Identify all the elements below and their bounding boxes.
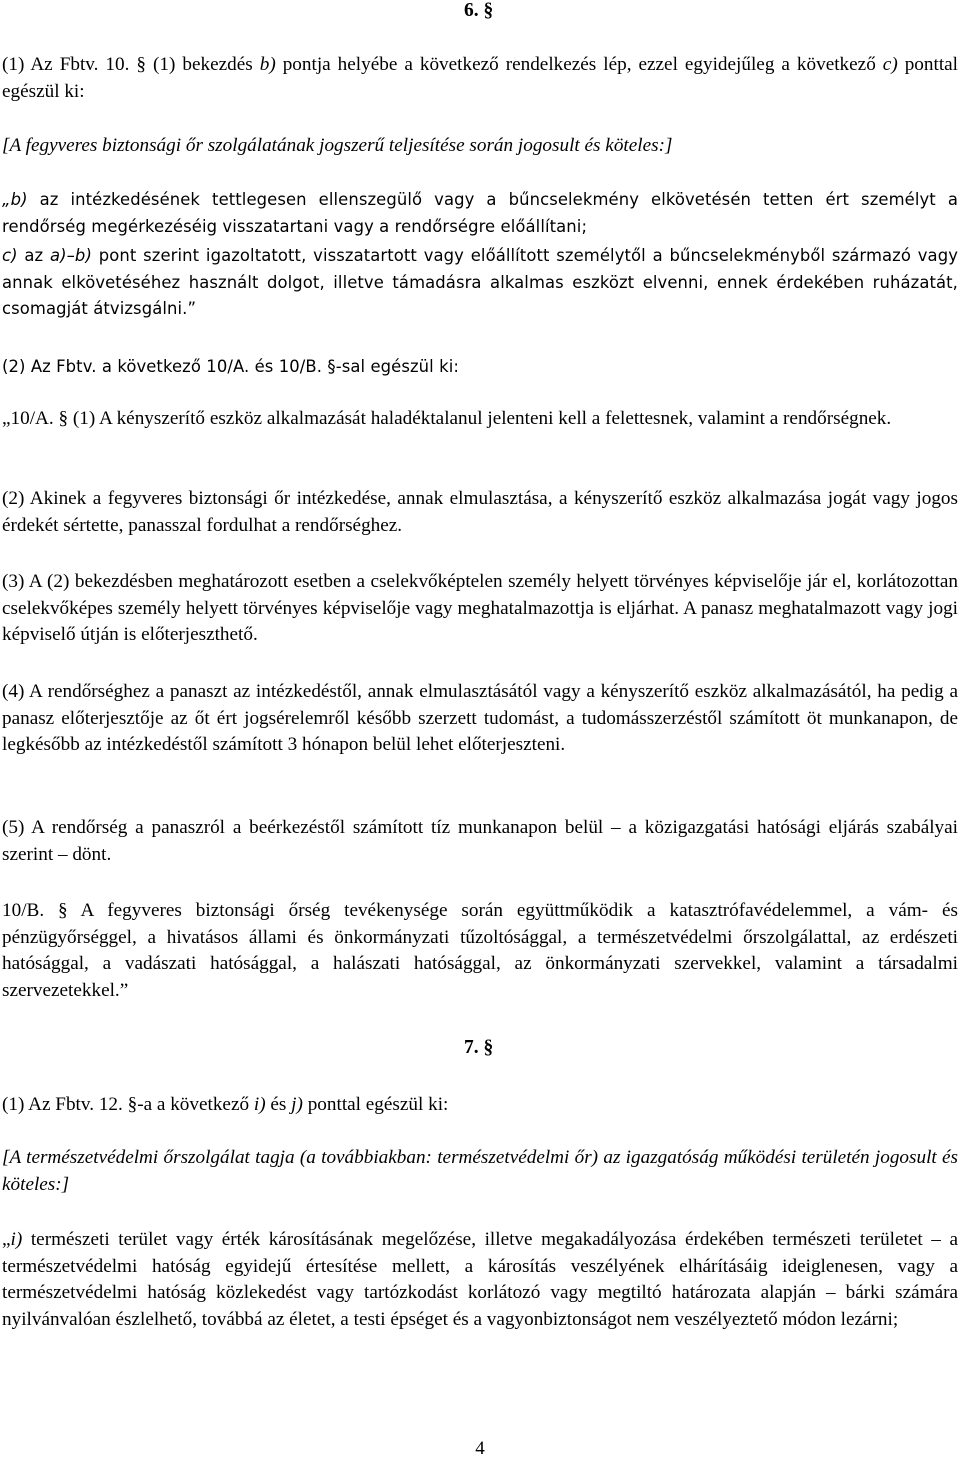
section6-paragraph-2: (2) Az Fbtv. a következő 10/A. és 10/B. §-sal egészül ki: [2,357,459,376]
section6-point-c [2,243,958,323]
text-run: pontja helyébe a következő rendelkezés lép, ezzel egyidejűleg a következő [275,54,883,75]
point-label: „b) [2,190,28,209]
section7-paragraph-1 [2,1092,958,1119]
section-heading-7: 7. § [464,1037,494,1058]
section-heading-6: 6. § [464,0,494,21]
text-run: ponttal egészül ki: [302,1094,449,1115]
section10a-paragraph-2: (2) Akinek a fegyveres biztonsági őr intézkedése, annak elmulasztása, a kényszerítő eszköz alkalmazása jogát vagy jogos érdekét sértette, panasszal fordulhat a rendőrséghez. [2,488,958,536]
section10a-paragraph-5: (5) A rendőrség a panaszról a beérkezéstől számított tíz munkanapon belül – a közigazgatási hatósági eljárás szabályai szerint – dönt. [2,817,958,865]
section7-bracket-intro: [A természetvédelmi őrszolgálat tagja (a továbbiakban: természetvédelmi őr) az igazgatóság működési területén jogosult és köteles:] [2,1147,958,1195]
page-number: 4 [475,1438,485,1459]
section10a-paragraph-4: (4) A rendőrséghez a panaszt az intézkedéstől, annak elmulasztásától vagy a kényszerítő eszköz alkalmazásától, ha pedig a panasz előterjesztője az őt ért jogsérelemről később szerzett tudomást, a tudomásszerzéstől számított öt munkanapon, de legkésőbb az intézkedéstől számított 3 hónapon belül lehet előterjeszteni. [2,681,958,755]
point-label: c) [2,246,18,265]
text-run: pont szerint igazoltatott, visszatartott vagy előállított személytől a bűncselekményből származó vagy annak elkövetéséhez használt dolgot, illetve támadásra alkalmas eszközt elvenni, ennek érdekében ruházatát, csomagját átvizsgálni.” [2,246,959,318]
text-run: az intézkedésének tettlegesen ellenszegülő vagy a bűncselekmény elkövetésén tetten ért személyt a rendőrség megérkezéséig visszatartani vagy a rendőrségre előállítani; [2,190,958,236]
text-run: természeti terület vagy érték károsításának megelőzése, illetve megakadályozása érdekében természeti területet – a természetvédelmi hatóság egyidejű értesítése mellett, a károsítás veszélyének elhárításáig ideiglenesen, vagy a természetvédelmi hatóság közlekedést vagy tartózkodást korlátozó vagy megtiltó határozata alapján – bárki számára nyilvánvalóan észlelhető, továbbá az életet, a testi épséget és a vagyonbiztonságot nem veszélyeztető módon lezárni; [2,1229,958,1330]
text-run: (1) Az Fbtv. 12. §-a a következő [2,1094,254,1115]
point-ref: i) [253,1094,266,1115]
point-ref: a)–b) [50,246,92,265]
point-label: i) [10,1229,23,1250]
section10a-paragraph-3: (3) A (2) bekezdésben meghatározott esetben a cselekvőképtelen személy helyett törvényes képviselője jár el, korlátozottan cselekvőképes személy helyett törvényes képviselője vagy meghatalmazottja is eljárhat. A panasz meghatalmazott vagy jogi képviselő útján is előterjeszthető. [2,571,958,645]
text-run: (1) Az Fbtv. 10. § (1) bekezdés [2,54,260,75]
text-run: és [265,1094,292,1115]
section6-bracket-intro: [A fegyveres biztonsági őr szolgálatának jogszerű teljesítése során jogosult és köteles:] [2,135,673,156]
section6-point-b [2,187,958,240]
point-ref: j) [291,1094,303,1115]
text-run: az [17,246,50,265]
section10b-paragraph: 10/B. § A fegyveres biztonsági őrség tevékenysége során együttműködik a katasztrófavédelemmel, a vám- és pénzügyőrséggel, a hivatásos állami és önkormányzati tűzoltósággal, a természetvédelmi őrszolgálattal, az erdészeti hatósággal, a vadászati hatósággal, a halászati hatósággal, az önkormányzati szervekkel, valamint a társadalmi szervezetekkel.” [2,900,958,1001]
quote-mark: „ [2,1229,11,1250]
section10a-paragraph-1: „10/A. § (1) A kényszerítő eszköz alkalmazását haladéktalanul jelenteni kell a felettesnek, valamint a rendőrségnek. [2,408,892,429]
text-run: ponttal egészül ki: [2,54,958,102]
point-ref: b) [259,54,276,75]
section6-paragraph-1 [2,52,958,105]
point-ref: c) [882,54,898,75]
section7-point-i [2,1227,958,1333]
